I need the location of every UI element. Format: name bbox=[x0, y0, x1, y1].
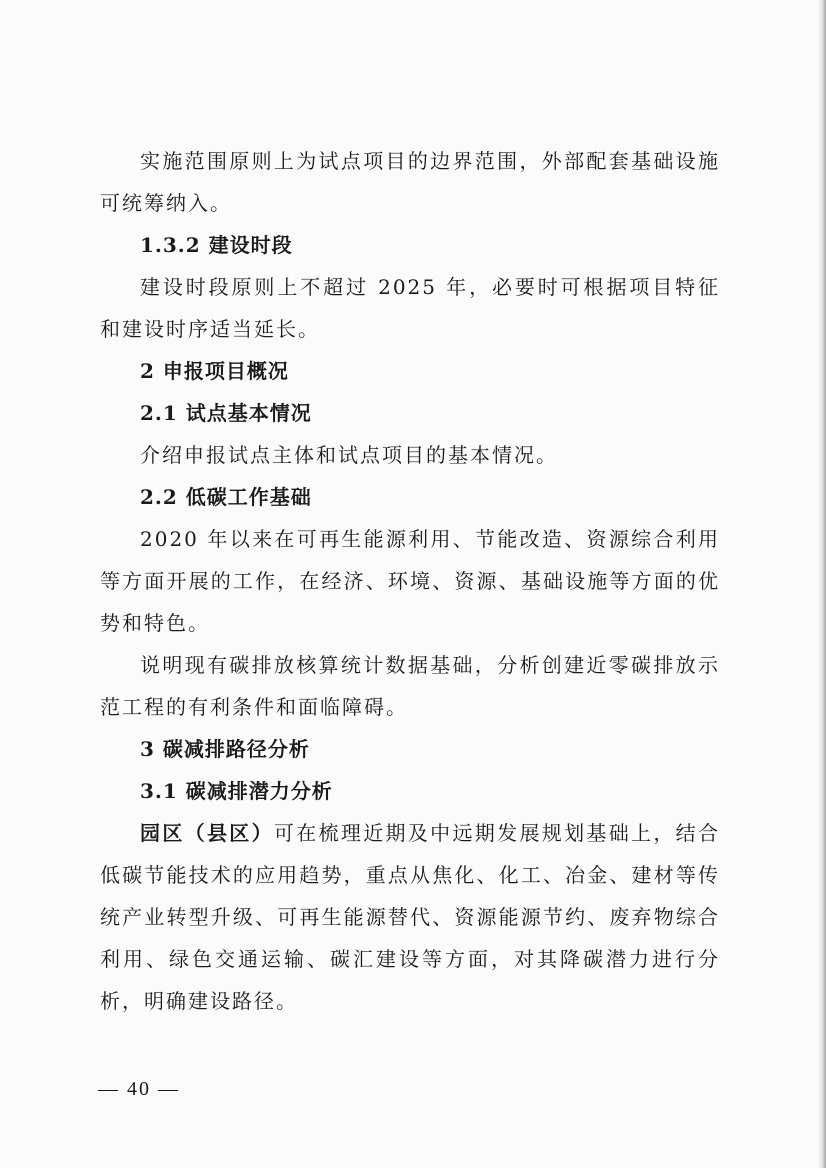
paragraph bbox=[100, 812, 720, 1022]
paragraph: 介绍申报试点主体和试点项目的基本情况。 bbox=[140, 443, 558, 467]
section-heading: 1.3.2 建设时段 bbox=[140, 233, 293, 257]
paragraph-text: 可在梳理近期及中远期发展规划基础上，结合低碳节能技术的应用趋势，重点从焦化、化工、冶金、建材等传统产业转型升级、可再生能源替代、资源能源节约、废弃物综合利用、绿色交通运输、碳汇建设等方面，对其降碳潜力进行分析，明确建设路径。 bbox=[100, 821, 721, 1013]
section-heading: 2.2 低碳工作基础 bbox=[140, 485, 312, 509]
bold-lead-text: 园区（县区） bbox=[140, 821, 274, 845]
section-heading: 2.1 试点基本情况 bbox=[140, 401, 312, 425]
paragraph: 实施范围原则上为试点项目的边界范围，外部配套基础设施可统筹纳入。 bbox=[100, 149, 720, 215]
paragraph: 建设时段原则上不超过 2025 年，必要时可根据项目特征和建设时序适当延长。 bbox=[100, 275, 720, 341]
document-body bbox=[100, 140, 720, 1022]
section-heading: 3.1 碳减排潜力分析 bbox=[140, 779, 333, 803]
paragraph: 说明现有碳排放核算统计数据基础，分析创建近零碳排放示范工程的有利条件和面临障碍。 bbox=[100, 653, 720, 719]
section-heading: 3 碳减排路径分析 bbox=[140, 737, 310, 761]
page-edge-shadow bbox=[818, 0, 826, 1168]
section-heading: 2 申报项目概况 bbox=[140, 359, 289, 383]
paragraph: 2020 年以来在可再生能源利用、节能改造、资源综合利用等方面开展的工作，在经济、环境、资源、基础设施等方面的优势和特色。 bbox=[100, 527, 720, 635]
page-number: — 40 — bbox=[98, 1078, 180, 1100]
